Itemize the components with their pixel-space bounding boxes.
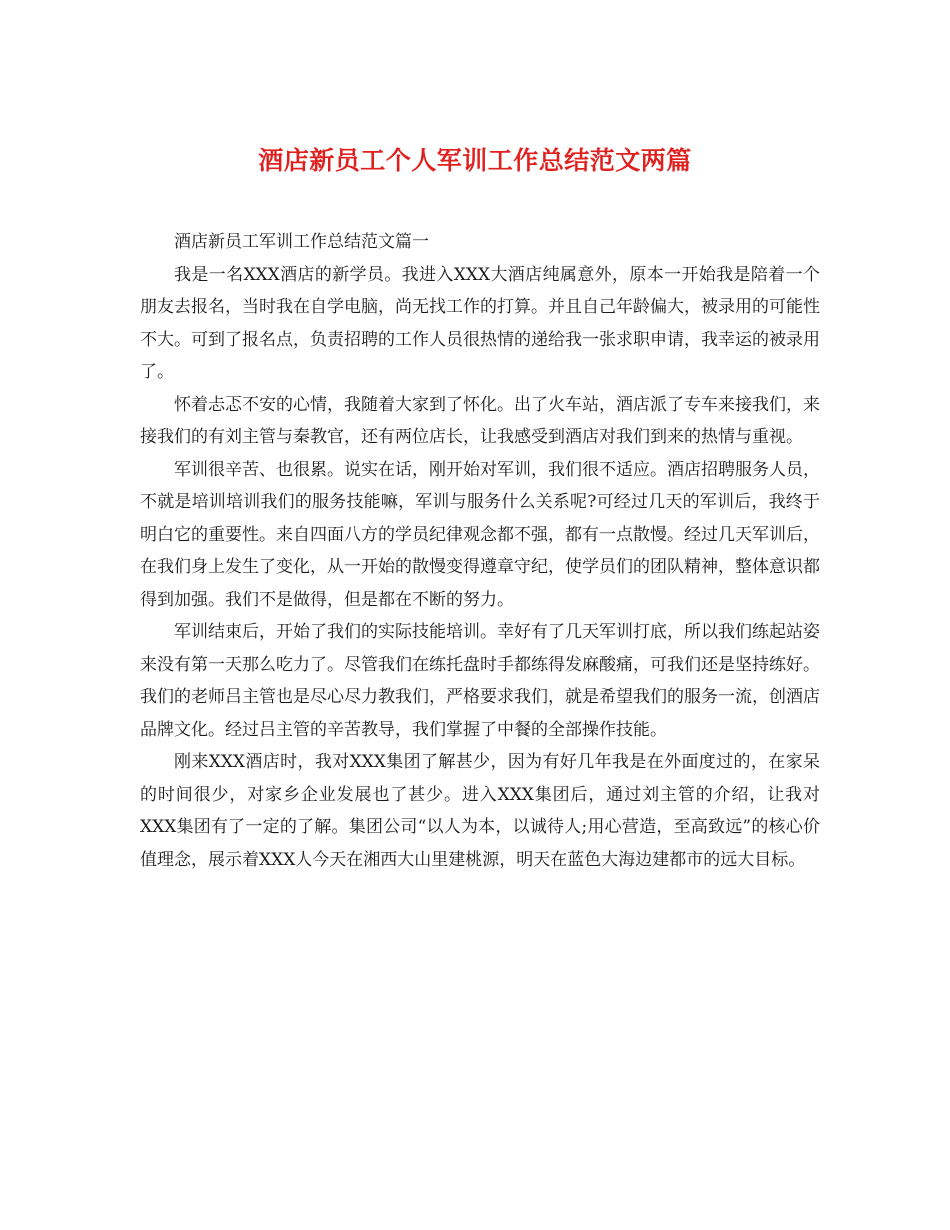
section-heading: 酒店新员工军训工作总结范文篇一 bbox=[174, 232, 429, 252]
paragraph: 我是一名XXX酒店的新学员。我进入XXX大酒店纯属意外，原本一开始我是陪着一个朋友去报名，当时我在自学电脑，尚无找工作的打算。并且自己年龄偏大，被录用的可能性不大。可到了报名点，负责招聘的工作人员很热情的递给我一张求职申请，我幸运的被录用了。 bbox=[140, 264, 820, 382]
document-body bbox=[140, 226, 820, 876]
paragraph: 怀着忐忑不安的心情，我随着大家到了怀化。出了火车站，酒店派了专车来接我们，来接我们的有刘主管与秦教官，还有两位店长，让我感受到酒店对我们到来的热情与重视。 bbox=[140, 394, 820, 447]
paragraph: 军训结束后，开始了我们的实际技能培训。幸好有了几天军训打底，所以我们练起站姿来没有第一天那么吃力了。尽管我们在练托盘时手都练得发麻酸痛，可我们还是坚持练好。我们的老师吕主管也是尽心尽力教我们，严格要求我们，就是希望我们的服务一流，创酒店品牌文化。经过吕主管的辛苦教导，我们掌握了中餐的全部操作技能。 bbox=[140, 622, 820, 740]
paragraph: 军训很辛苦、也很累。说实在话，刚开始对军训，我们很不适应。酒店招聘服务人员，不就是培训培训我们的服务技能嘛，军训与服务什么关系呢?可经过几天的军训后，我终于明白它的重要性。来自四面八方的学员纪律观念都不强，都有一点散慢。经过几天军训后，在我们身上发生了变化，从一开始的散慢变得遵章守纪，使学员们的团队精神，整体意识都得到加强。我们不是做得，但是都在不断的努力。 bbox=[140, 459, 820, 610]
document-title: 酒店新员工个人军训工作总结范文两篇 bbox=[258, 146, 692, 175]
paragraph: 刚来XXX酒店时，我对XXX集团了解甚少，因为有好几年我是在外面度过的，在家呆的时间很少，对家乡企业发展也了甚少。进入XXX集团后，通过刘主管的介绍，让我对XXX集团有了一定的了解。集团公司“以人为本，以诚待人;用心营造，至高致远”的核心价值理念，展示着XXX人今天在湘西大山里建桃源，明天在蓝色大海边建都市的远大目标。 bbox=[140, 752, 820, 870]
